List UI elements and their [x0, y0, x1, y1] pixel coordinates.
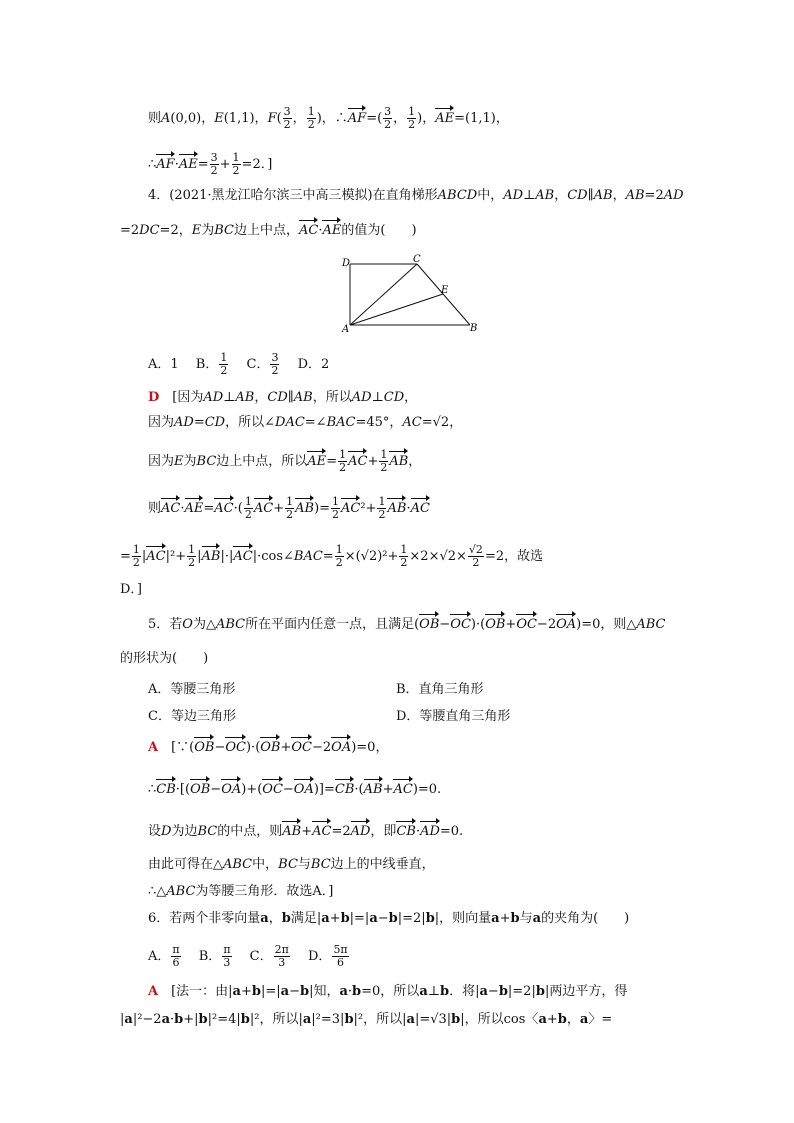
answer-6-line-2: |a|²−2a·b+|b|²=4|b|²，所以|a|²=3|b|²，所以|a|=√3|b|，所以cos〈a+b，a〉= — [120, 1012, 613, 1027]
answer-4-line-1: D [因为AD⊥AB，CD∥AB，所以AD⊥CD， — [148, 390, 418, 405]
answer-6-line-1: A [法一：由|a+b|=|a−b|知，a·b=0，所以a⊥b．将|a−b|=2|b|两边平方，得 — [148, 984, 628, 999]
answer-5-line-1: A [∵(OB−OC)·(OB+OC−2OA)=0， — [148, 740, 389, 755]
answer-5-line-4: 由此可得在△ABC中，BC与BC边上的中线垂直， — [148, 857, 435, 872]
segment-ae — [350, 294, 443, 325]
question-6-line: 6．若两个非零向量a，b满足|a+b|=|a−b|=2|b|，则向量a+b与a的夹角为( ) — [148, 911, 630, 926]
label-e: E — [441, 285, 449, 296]
answer-4-line-4: 则AC·AE=AC·( $\frac{1}{2}$ AC+ $\frac{1}{2}$ AB)= $\frac{1}{2}$ AC²+ $\frac{1}{2}$ AB·AC — [148, 495, 430, 521]
label-a: A — [342, 324, 350, 334]
answer-5-line-5: ∴△ABC为等腰三角形．故选A．] — [148, 884, 334, 899]
question-5-option-b: B．直角三角形 — [396, 682, 484, 697]
question-6-options: A． $\frac{\pi}{6}$ B． $\frac{\pi}{3}$ C． $\frac{2\pi}{3}$ D． $\frac{5\pi}{6}$ — [148, 943, 348, 969]
label-d: D — [342, 258, 351, 269]
question-5-line-2: 的形状为( ) — [120, 651, 209, 666]
question-5-option-c: C．等边三角形 — [148, 709, 236, 724]
question-4-line-1: 4．(2021·黑龙江哈尔滨三中高三模拟)在直角梯形ABCD中，AD⊥AB，CD∥AB，AB=2AD — [148, 188, 684, 203]
answer-4-line-5: = $\frac{1}{2}$ |AC|²+ $\frac{1}{2}$ |AB|·|AC|·cos∠BAC= $\frac{1}{2}$ ×(√2)²+ $\frac{1}{2}$ ×2×√2× $\frac{√2}{2}$ =2，故选 — [120, 543, 544, 569]
solution-line-coordinates: 则A(0,0)，E(1,1)，F( $\frac{3}{2}$ ， $\frac{1}{2}$ )，∴AF=( $\frac{3}{2}$ ， $\frac{1}{2}$ )，AE=(1,1)， — [148, 105, 509, 131]
answer-4-line-3: 因为E为BC边上中点，所以AE= $\frac{1}{2}$ AC+ $\frac{1}{2}$ AB， — [148, 448, 422, 474]
question-5-line-1: 5．若O为△ABC所在平面内任意一点，且满足(OB−OC)·(OB+OC−2OA)=0，则△ABC — [148, 617, 666, 632]
segment-ac — [350, 264, 417, 325]
answer-5-line-3: 设D为边BC的中点，则AB+AC=2AD，即CB·AD=0. — [148, 824, 464, 839]
question-5-option-a: A．等腰三角形 — [148, 682, 236, 697]
answer-5-line-2: ∴CB·[(OB−OA)+(OC−OA)]=CB·(AB+AC)=0. — [148, 782, 442, 797]
trapezoid-figure — [340, 252, 485, 334]
question-5-option-d: D．等腰直角三角形 — [396, 709, 511, 724]
label-c: C — [413, 254, 421, 265]
answer-4-line-2: 因为AD=CD，所以∠DAC=∠BAC=45°，AC=√2， — [148, 415, 463, 430]
question-4-options: A．1 B． $\frac{1}{2}$ C． $\frac{3}{2}$ D．2 — [148, 351, 330, 377]
question-4-line-2: =2DC=2，E为BC边上中点，AC·AE的值为( ) — [120, 223, 417, 238]
answer-4-line-6: D．] — [120, 582, 142, 597]
solution-line-dot-product: ∴AF·AE= $\frac{3}{2}$ + $\frac{1}{2}$ =2．] — [148, 151, 273, 177]
label-b: B — [470, 323, 478, 334]
